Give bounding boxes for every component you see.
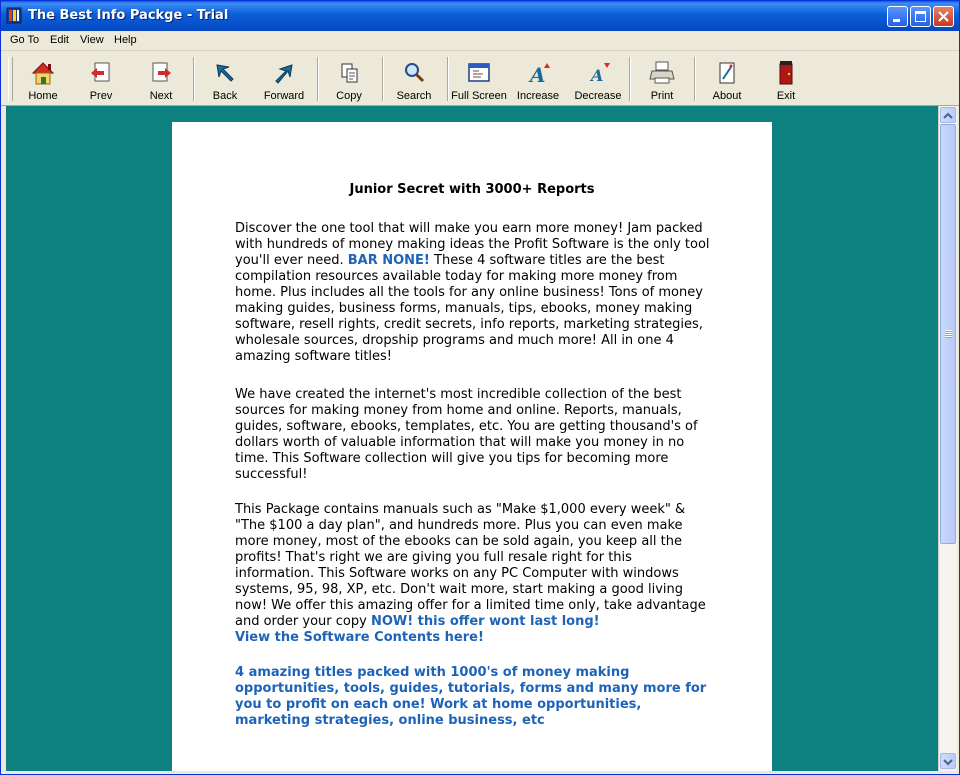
- maximize-icon: [911, 7, 930, 26]
- exit-label: Exit: [776, 90, 796, 102]
- back-button[interactable]: [205, 56, 245, 102]
- forward-arrow-icon: [270, 59, 298, 87]
- window-title: The Best Info Packge - Trial: [28, 8, 229, 23]
- prev-label: Prev: [89, 90, 113, 102]
- svg-text:A: A: [591, 66, 604, 85]
- scroll-thumb[interactable]: [940, 124, 956, 544]
- toolbar-separator: [694, 57, 696, 101]
- book-app-icon: [6, 7, 22, 24]
- svg-text:A: A: [530, 63, 546, 87]
- now-offer-highlight: NOW! this offer wont last long!: [370, 614, 600, 629]
- title-bar[interactable]: [1, 1, 959, 31]
- menu-edit[interactable]: Edit: [50, 34, 69, 46]
- prev-button[interactable]: [81, 56, 121, 102]
- next-label: Next: [149, 90, 173, 102]
- document-page: [172, 122, 772, 771]
- menu-go-to[interactable]: Go To: [10, 34, 40, 46]
- about-icon: [713, 59, 741, 87]
- forward-button[interactable]: [264, 56, 304, 102]
- exit-icon: [772, 59, 800, 87]
- chevron-up-icon: [941, 109, 955, 123]
- about-button[interactable]: [707, 56, 747, 102]
- decrease-label: Decrease: [574, 90, 622, 102]
- search-label: Search: [396, 90, 432, 102]
- bar-none-highlight: BAR NONE!: [347, 253, 430, 268]
- back-label: Back: [212, 90, 238, 102]
- forward-label: Forward: [263, 90, 305, 102]
- paragraph-package-text: This Package contains manuals such as "Make $1,000 every week" & "The $100 a day plan", and hundreds more. Plus you can even make more money, most of the ebooks can be sold again, you keep all the profits! That's right we are giving you full resale right for this information. This Software works on any PC Computer with windows systems, 95, 98, XP, etc. Don't wait more, start making a good living now! We offer this amazing offer for a limited time only, take advantage and order your copy: [235, 502, 706, 629]
- decrease-button[interactable]: [574, 56, 622, 102]
- next-button[interactable]: [141, 56, 181, 102]
- fullscreen-icon: [465, 59, 493, 87]
- paragraph-intro-text-end: These 4 software titles are the best compilation resources available today for making more money from home. Plus includes all the tools for any online business! Tons of money making guides, business forms, manuals, tips, ebooks, money making software, resell rights, credit secrets, info reports, marketing strategies, wholesale sources, dropship programs and much more! All in one 4 amazing software titles!: [235, 253, 703, 364]
- chevron-down-icon: [941, 755, 955, 769]
- document-title: Junior Secret with 3000+ Reports: [349, 182, 595, 197]
- view-contents-link[interactable]: View the Software Contents here!: [235, 630, 484, 645]
- increase-button[interactable]: [518, 56, 558, 102]
- magnifier-icon: [400, 59, 428, 87]
- font-increase-icon: [524, 59, 552, 87]
- menu-help[interactable]: Help: [114, 34, 137, 46]
- exit-button[interactable]: [766, 56, 806, 102]
- paragraph-intro-text: Discover the one tool that will make you earn more money! Jam packed with hundreds of money making ideas the Profit Software is the only tool you'll ever need.: [235, 221, 710, 268]
- paragraph-collection: We have created the internet's most incredible collection of the best sources for making money from home and online. Reports, manuals, guides, software, ebooks, templates, etc. You are getting thousand's of dollars worth of valuable information that will make you money in no time. This Software collection will give you tips for becoming more successful!: [235, 387, 698, 482]
- font-decrease-icon: [584, 59, 612, 87]
- about-label: About: [712, 90, 742, 102]
- home-button[interactable]: [23, 56, 63, 102]
- toolbar-separator: [629, 57, 631, 101]
- search-button[interactable]: [394, 56, 434, 102]
- content-area: [6, 106, 938, 771]
- full-screen-label: Full Screen: [451, 90, 507, 102]
- menu-bar: [1, 31, 959, 51]
- print-label: Print: [650, 90, 674, 102]
- minimize-button[interactable]: [887, 6, 908, 27]
- paragraph-package: [235, 502, 715, 646]
- back-arrow-icon: [211, 59, 239, 87]
- printer-icon: [648, 59, 676, 87]
- home-label: Home: [28, 90, 58, 102]
- home-icon: [29, 59, 57, 87]
- full-screen-button[interactable]: [451, 56, 507, 102]
- scroll-up-button[interactable]: [940, 107, 956, 123]
- print-button[interactable]: [642, 56, 682, 102]
- menu-view[interactable]: View: [80, 34, 104, 46]
- copy-icon: [335, 59, 363, 87]
- increase-label: Increase: [516, 90, 560, 102]
- vertical-scrollbar[interactable]: [938, 106, 957, 771]
- copy-button[interactable]: [329, 56, 369, 102]
- close-button[interactable]: [933, 6, 954, 27]
- close-icon: [934, 7, 953, 26]
- toolbar: [1, 52, 959, 106]
- paragraph-intro: [235, 221, 715, 365]
- scroll-down-button[interactable]: [940, 753, 956, 769]
- paragraph-titles-highlight: 4 amazing titles packed with 1000's of money making opportunities, tools, guides, tutorials, forms and many more for you to profit on each one! Work at home opportunities, marketing strategies, online business, etc: [235, 665, 707, 728]
- minimize-icon: [888, 7, 907, 26]
- prev-icon: [87, 59, 115, 87]
- next-icon: [147, 59, 175, 87]
- maximize-button[interactable]: [910, 6, 931, 27]
- scroll-grip: [945, 330, 952, 338]
- copy-label: Copy: [336, 90, 362, 102]
